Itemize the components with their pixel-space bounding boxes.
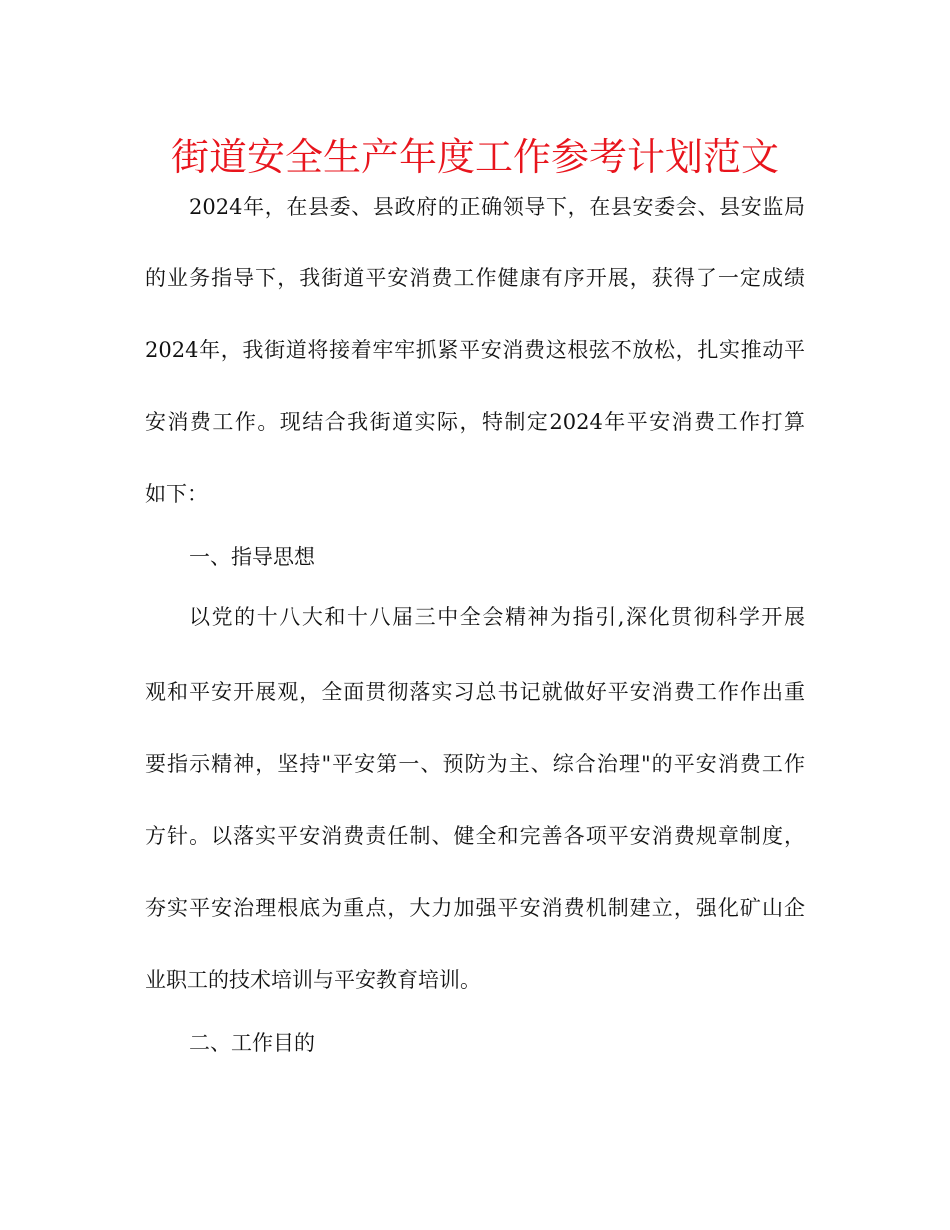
paragraph-line: 的业务指导下，我街道平安消费工作健康有序开展，获得了一定成绩	[145, 266, 805, 290]
paragraph-line: 2024年，我街道将接着牢牢抓紧平安消费这根弦不放松，扎实推动平	[145, 338, 805, 362]
document-title: 街道安全生产年度工作参考计划范文	[170, 135, 779, 179]
paragraph-line: 2024年，在县委、县政府的正确领导下，在县安委会、县安监局	[189, 195, 805, 219]
paragraph-line: 如下：	[145, 482, 208, 506]
paragraph-line: 夯实平安治理根底为重点，大力加强平安消费机制建立，强化矿山企	[145, 896, 805, 920]
section-heading: 一、指导思想	[189, 545, 315, 569]
paragraph-line: 观和平安开展观，全面贯彻落实习总书记就做好平安消费工作作出重	[145, 680, 805, 704]
paragraph-line: 要指示精神，坚持"平安第一、预防为主、综合治理"的平安消费工作	[145, 752, 805, 776]
paragraph-line: 方针。以落实平安消费责任制、健全和完善各项平安消费规章制度，	[145, 824, 805, 848]
section-heading: 二、工作目的	[189, 1031, 315, 1055]
paragraph-line: 业职工的技术培训与平安教育培训。	[145, 968, 481, 992]
paragraph-line: 安消费工作。现结合我街道实际，特制定2024年平安消费工作打算	[145, 410, 805, 434]
paragraph-line: 以党的十八大和十八届三中全会精神为指引,深化贯彻科学开展	[189, 605, 805, 629]
